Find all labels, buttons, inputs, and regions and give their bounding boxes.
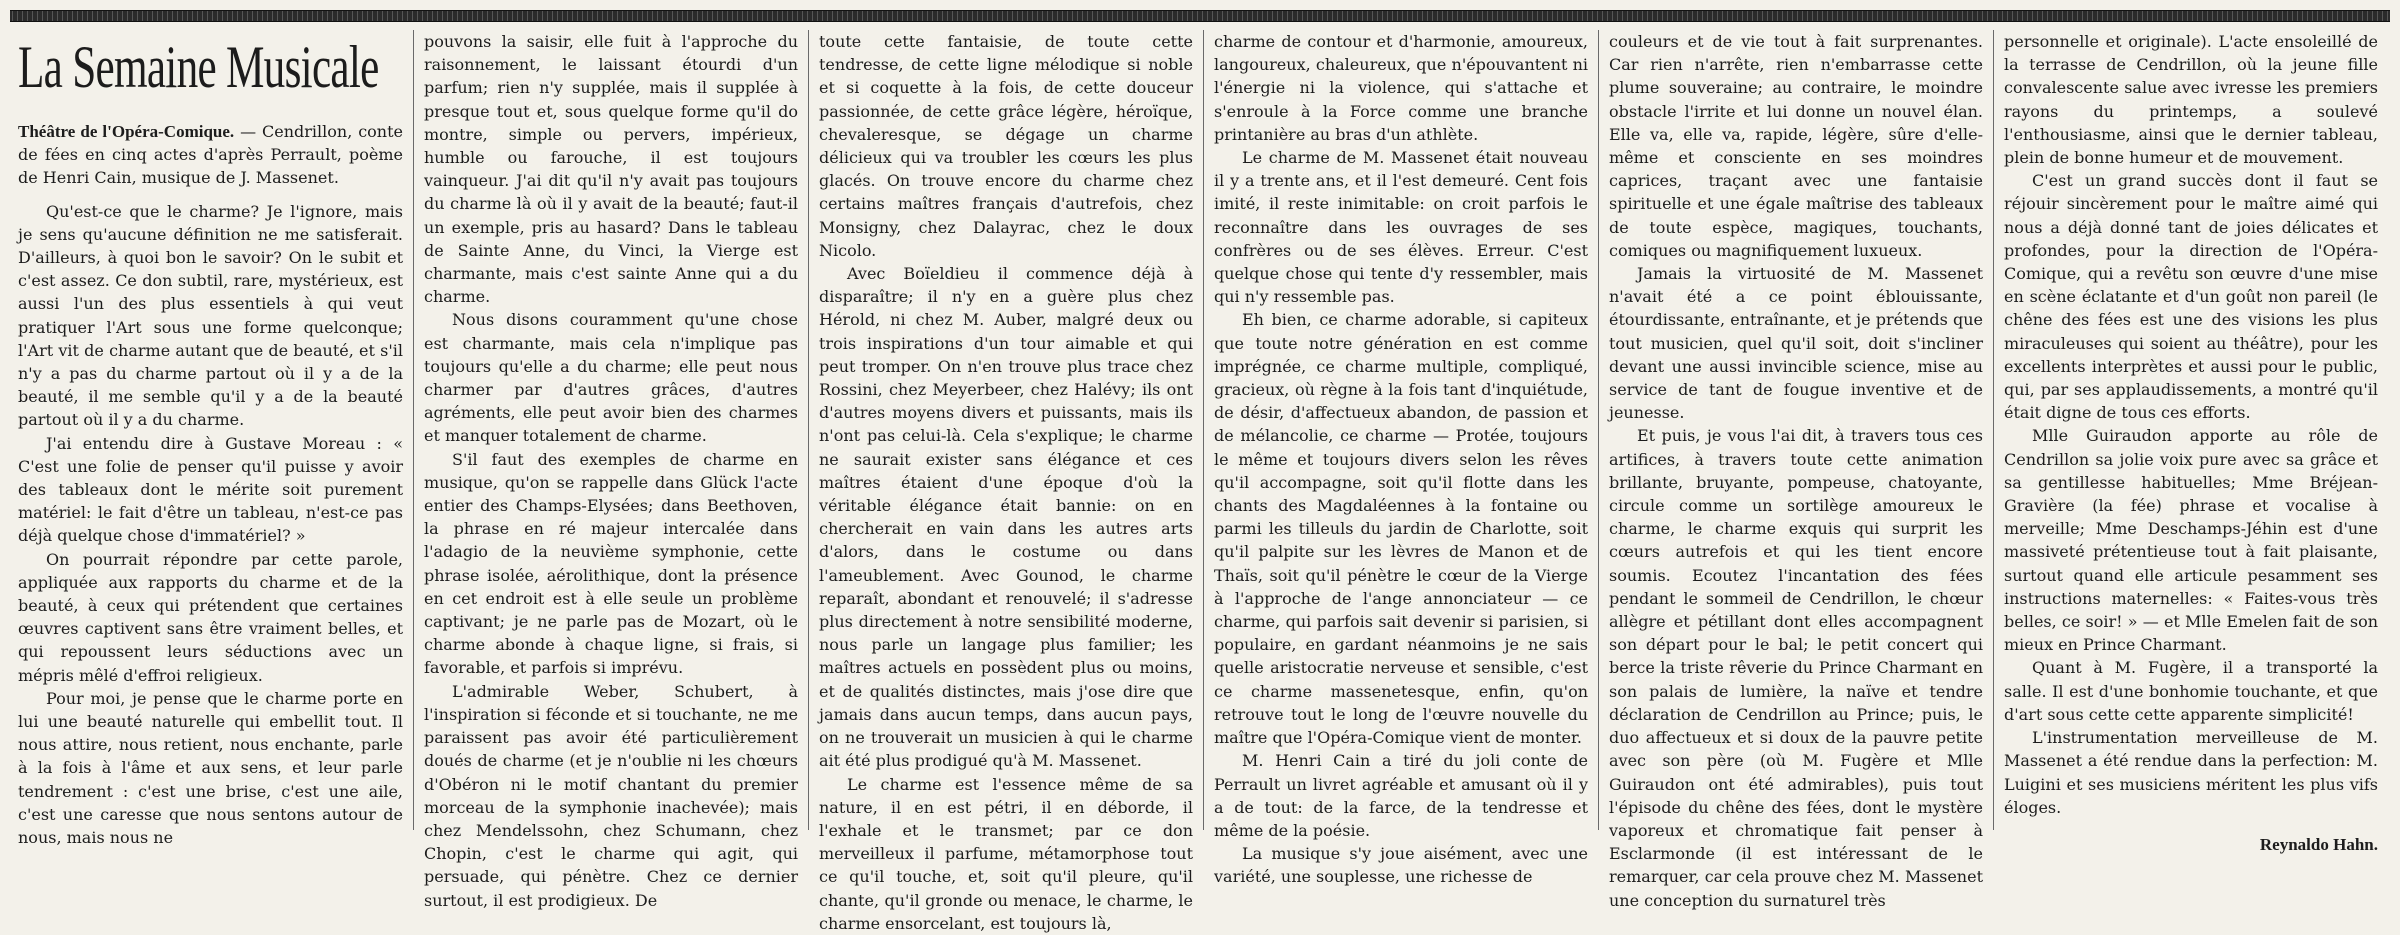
paragraph: C'est un grand succès dont il faut se réjouir sincèrement pour le maître aimé qui nous a déjà donné tant de joies délicates et profondes, pour la direction de l'Opéra-Comique, qui a revêtu son œuvre d'une mise en scène éclatante et d'un goût non pareil (le chêne des fées est une des visions les plus miraculeuses qui soient au théâtre), pour les excellents interprètes et aussi pour le public, qui, par ses applaudissements, a montré qu'il était digne de tous ces efforts.	[2004, 171, 2378, 423]
venue-name: Théâtre de l'Opéra-Comique.	[18, 122, 235, 141]
author-signature: Reynaldo Hahn.	[2259, 834, 2378, 854]
paragraph: Quant à M. Fugère, il a transporté la salle. Il est d'une bonhomie touchante, et que d'art sous cette cette apparente simplicité!	[2004, 658, 2378, 724]
paragraph: L'admirable Weber, Schubert, à l'inspiration si féconde et si touchante, ne me paraissent pas avoir été particulièrement doués de charme (et je n'oublie ni les chœurs d'Obéron ni le motif chantant du premier morceau de la symphonie inachevée); mais chez Mendelssohn, chez Schumann, chez Chopin, c'est le charme qui agit, qui persuade, qui pénètre. Chez ce dernier surtout, il est prodigieux. De	[424, 681, 798, 910]
paragraph: pouvons la saisir, elle fuit à l'approche du raisonnement, le laissant étourdi d'un parfum; rien n'y supplée, mais il supplée à presque tout et, sous quelque forme qu'il do montre, simple ou pervers, impérieux, humble ou farouche, il est toujours vainqueur. J'ai dit qu'il n'y avait pas toujours du charme là où il y avait de la beauté; faut-il un exemple, pris au hasard? Dans le tableau de Sainte Anne, du Vinci, la Vierge est charmante, mais c'est sainte Anne qui a du charme.	[424, 32, 798, 307]
column-1	[18, 30, 413, 848]
paragraph: On pourrait répondre par cette parole, appliquée aux rapports du charme et de la beauté, à ceux qui prétendent que certaines œuvres captivent sans être vraiment belles, et qui repoussent leurs séductions avec un mépris mêlé d'effroi religieux.	[18, 549, 403, 685]
column-2	[413, 30, 808, 910]
paragraph: personnelle et originale). L'acte ensoleillé de la terrasse de Cendrillon, où la jeune fille convalescente salue avec ivresse les premiers rayons du printemps, a soulevé l'enthousiasme, ainsi que le dernier tableau, plein de bonne humeur et de mouvement.	[2004, 32, 2378, 168]
column-5	[1598, 30, 1993, 910]
paragraph: Qu'est-ce que le charme? Je l'ignore, mais je sens qu'aucune définition ne me satisferait. D'ailleurs, à quoi bon le savoir? On le subit et c'est assez. Ce don subtil, rare, mystérieux, est aussi l'un des plus essentiels à qui veut pratiquer l'Art sous une forme quelconque; l'Art vit de charme autant que de beauté, et s'il n'y a pas du charme partout où il y a de la beauté, il me semble qu'il y a de la beauté partout où il y a du charme.	[18, 201, 403, 430]
paragraph: M. Henri Cain a tiré du joli conte de Perrault un livret agréable et amusant où il y a de tout: de la farce, de la tendresse et même de la poésie.	[1214, 751, 1588, 840]
paragraph: couleurs et de vie tout à fait surprenantes. Car rien n'arrête, rien n'embarrasse cette plume souveraine; au contraire, le moindre obstacle l'irrite et lui donne un nouvel élan. Elle va, elle va, rapide, légère, sûre d'elle-même et consciente en ses moindres caprices, traçant avec une fantaisie spirituelle et une égale maîtrise des tableaux de toute espèce, magiques, touchants, comiques ou magnifiquement luxueux.	[1609, 32, 1983, 260]
paragraph: toute cette fantaisie, de toute cette tendresse, de cette ligne mélodique si noble et si coquette à la fois, de cette douceur passionnée, de cette grâce légère, héroïque, chevaleresque, se dégage un charme délicieux qui va troubler les cœurs les plus glacés. On trouve encore du charme chez certains maîtres français d'autrefois, chez Monsigny, chez Dalayrac, chez le doux Nicolo.	[819, 32, 1193, 260]
paragraph: Pour moi, je pense que le charme porte en lui une beauté naturelle qui embellit tout. Il nous attire, nous retient, nous enchante, parle à la fois à l'âme et aux sens, et leur parle tendrement : c'est une brise, c'est une aile, c'est une caresse que nous sentons autour de nous, mais nous ne	[18, 688, 403, 848]
paragraph: Eh bien, ce charme adorable, si capiteux que toute notre génération en est comme imprégnée, ce charme multiple, compliqué, gracieux, où règne à la fois tant d'inquiétude, de désir, d'affectueux abandon, de passion et de mélancolie, ce charme — Protée, toujours le même et toujours divers selon les rêves qu'il accompagne, soit qu'il flotte dans les chants des Magdaléennes à la fontaine ou parmi les tilleuls du jardin de Charlotte, soit qu'il palpite sur les lèvres de Manon et de Thaïs, soit qu'il pénètre le cœur de la Vierge à l'approche de l'ange annonciateur — ce charme, qui parfois sait devenir si parisien, si populaire, en gardant néanmoins je ne sais quelle aristocratie nerveuse et sensible, c'est ce charme massenetesque, enfin, qu'on retrouve tout le long de l'œuvre nouvelle du maître que l'Opéra-Comique vient de monter.	[1214, 310, 1588, 748]
paragraph: Nous disons couramment qu'une chose est charmante, mais cela n'implique pas toujours qu'elle a du charme; elle peut nous charmer par d'autres grâces, d'autres agréments, elle peut avoir bien des charmes et manquer totalement de charme.	[424, 310, 798, 446]
header-rule	[10, 10, 2390, 22]
column-4	[1203, 30, 1598, 887]
paragraph: Et puis, je vous l'ai dit, à travers tous ces artifices, à travers toute cette animation brillante, bruyante, pompeuse, chatoyante, circule comme un sortilège amoureux le charme, le charme exquis qui surprit les cœurs autrefois et qui les tient encore soumis. Ecoutez l'incantation des fées pendant le sommeil de Cendrillon, le chœur allègre et pétillant dont elles accompagnent son départ pour le bal; le petit concert qui berce la triste rêverie du Prince Charmant en son palais de lumière, la naïve et tendre déclaration de Cendrillon au Prince; puis, le duo affectueux et si doux de la pauvre petite avec son père (où M. Fugère et Mlle Guiraudon ont été admirables), puis tout l'épisode du chêne des fées, dont le mystère vaporeux et chromatique fait penser à Esclarmonde (il est intéressant de le remarquer, car cela prouve chez M. Massenet une conception du surnaturel très	[1609, 426, 1983, 910]
paragraph: charme de contour et d'harmonie, amoureux, langoureux, chaleureux, que n'épouvantent ni l'énergie ni la violence, qui s'attache et s'enroule à la Force comme une branche printanière au bras d'un athlète.	[1214, 32, 1588, 144]
article-columns	[18, 30, 2388, 933]
paragraph: Le charme de M. Massenet était nouveau il y a trente ans, et il l'est demeuré. Cent fois imité, il reste inimitable: on croit parfois le reconnaître dans les ouvrages de ses confrères ou de ses élèves. Erreur. C'est quelque chose qui tente d'y ressembler, mais qui n'y ressemble pas.	[1214, 148, 1588, 307]
column-6	[1993, 30, 2388, 854]
article-title: La Semaine Musicale	[18, 34, 379, 100]
venue-line	[18, 120, 403, 190]
venue-description: — Cendrillon, conte de fées en cinq actes d'après Perrault, poème de Henri Cain, musique de J. Massenet.	[18, 122, 403, 188]
paragraph: J'ai entendu dire à Gustave Moreau : « C'est une folie de penser qu'il puisse y avoir des tableaux dont le mérite soit purement matériel: le fait d'être un tableau, n'est-ce pas déjà quelque chose d'immatériel? »	[18, 433, 403, 546]
paragraph: Mlle Guiraudon apporte au rôle de Cendrillon sa jolie voix pure avec sa grâce et sa gentillesse habituelles; Mme Bréjean-Gravière (la fée) phrase et vocalise à merveille; Mme Deschamps-Jéhin est d'une massiveté prétentieuse tout à fait plaisante, surtout quand elle articule pesamment ses instructions maternelles: « Faites-vous très belles, ce soir! » — et Mlle Emelen fait de son mieux en Prince Charmant.	[2004, 426, 2378, 655]
paragraph: Jamais la virtuosité de M. Massenet n'avait été a ce point éblouissante, étourdissante, entraînante, et je prétends que tout musicien, quel qu'il soit, doit s'incliner devant une aussi invincible science, mise au service de tant de fougue inventive et de jeunesse.	[1609, 264, 1983, 423]
paragraph: S'il faut des exemples de charme en musique, qu'on se rappelle dans Glück l'acte entier des Champs-Elysées; dans Beethoven, la phrase en ré majeur intercalée dans l'adagio de la neuvième symphonie, cette phrase isolée, aérolithique, dont la présence en cet endroit est à elle seule un problème captivant; je ne parle pas de Mozart, où le charme abonde à chaque ligne, si frais, si favorable, et parfois si imprévu.	[424, 449, 798, 678]
paragraph: Le charme est l'essence même de sa nature, il en est pétri, il en déborde, il l'exhale et le transmet; par ce don merveilleux il parfume, métamorphose tout ce qu'il touche, et, soit qu'il pleure, qu'il chante, qu'il gronde ou menace, le charme, le charme ensorcelant, est toujours là,	[819, 774, 1193, 933]
paragraph: L'instrumentation merveilleuse de M. Massenet a été rendue dans la perfection: M. Luigini et ses musiciens méritent les plus vifs éloges.	[2004, 728, 2378, 817]
paragraph: La musique s'y joue aisément, avec une variété, une souplesse, une richesse de	[1214, 844, 1588, 887]
column-3	[808, 30, 1203, 933]
paragraph: Avec Boïeldieu il commence déjà à disparaître; il n'y en a guère plus chez Hérold, ni chez M. Auber, malgré deux ou trois inspirations d'un tour aimable et qui peut tromper. On n'en trouve plus trace chez Rossini, chez Meyerbeer, chez Halévy; ils ont d'autres moyens divers et puissants, mais ils n'ont pas celui-là. Cela s'explique; le charme ne saurait exister sans élégance et ces maîtres étaient d'une époque d'où la véritable élégance était bannie: on en chercherait en vain dans les autres arts d'alors, dans le costume ou dans l'ameublement. Avec Gounod, le charme reparaît, abondant et renouvelé; il s'adresse plus directement à notre sensibilité moderne, nous parle un langage plus familier; les maîtres actuels en possèdent plus ou moins, et de qualités distinctes, mais j'ose dire que jamais dans aucun temps, dans aucun pays, on ne trouverait un musicien à qui le charme ait été plus prodigué qu'à M. Massenet.	[819, 264, 1193, 771]
